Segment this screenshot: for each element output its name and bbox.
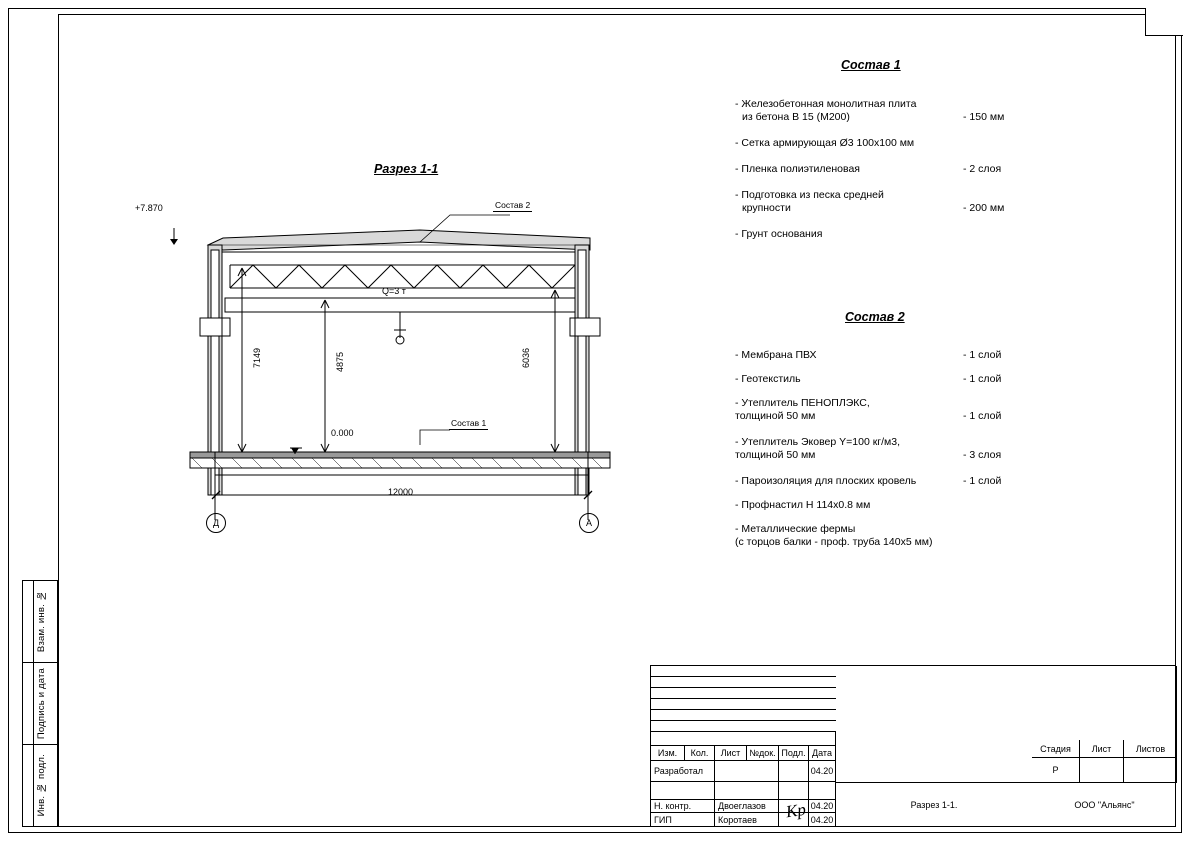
level-zero-label: 0.000: [331, 428, 354, 438]
revision-row-divider: [651, 732, 836, 746]
list-item: [735, 163, 1075, 176]
list-label: Лист: [1080, 740, 1124, 758]
spec-text: [735, 523, 933, 549]
list-item: [735, 349, 1075, 362]
company-name: ООО "Альянс": [1074, 800, 1135, 810]
lists-label: Листов: [1124, 740, 1177, 758]
header-list: Лист: [715, 746, 747, 761]
stage-label: Стадия: [1032, 740, 1080, 758]
row-name: [715, 761, 779, 782]
row-role: Н. контр.: [651, 800, 715, 813]
section-drawing: [120, 190, 640, 550]
sheet-name: Разрез 1-1.: [910, 800, 958, 810]
spec-line2: (с торцов балки - проф. труба 140х5 мм): [735, 536, 933, 548]
stage-value: Р: [1032, 758, 1080, 783]
left-cell-label: Подпись и дата: [35, 667, 47, 740]
axis-marker-left: Д: [206, 513, 226, 533]
dim-right-label: 6036: [521, 348, 531, 369]
spec-line1: - Железобетонная монолитная плита: [735, 98, 917, 110]
list-value: [1080, 758, 1124, 783]
lists-value: [1124, 758, 1177, 783]
spec-line2: толщиной 50 мм: [735, 410, 816, 422]
list-item: [735, 475, 1075, 488]
spec-line2: из бетона В 15 (М200): [742, 111, 850, 123]
spec-text: - Пароизоляция для плоских кровель: [735, 475, 917, 487]
spec-text: - Пленка полиэтиленовая: [735, 163, 860, 175]
list-item: [735, 436, 1075, 462]
row-date: 04.20: [809, 761, 836, 782]
revision-row: [651, 688, 836, 699]
header-ndoc: №док.: [747, 746, 779, 761]
title-block: [650, 665, 1176, 827]
composition2-list: [735, 349, 1075, 560]
spec-value: - 3 слоя: [963, 449, 1002, 461]
spec-text: [735, 189, 884, 215]
list-item: [735, 137, 1075, 150]
header-podl: Подл.: [779, 746, 809, 761]
spec-text: - Геотекстиль: [735, 373, 801, 385]
revision-row: [651, 710, 836, 721]
revision-row: [651, 666, 836, 677]
spec-value: - 1 слой: [963, 373, 1002, 385]
spec-line1: - Подготовка из песка средней: [735, 189, 884, 201]
spec-value: - 2 слоя: [963, 163, 1002, 175]
left-cell-label: Взам. инв. №: [35, 590, 47, 653]
left-stamp-column: [22, 580, 58, 827]
spec-value: - 1 слой: [963, 475, 1002, 487]
list-item: [735, 499, 1075, 512]
callout-sostav2: Состав 2: [495, 200, 531, 210]
spec-text: [735, 98, 916, 124]
header-data: Дата: [809, 746, 836, 761]
list-item: [735, 228, 1075, 241]
signature-mark: [781, 796, 811, 826]
spec-value: - 200 мм: [963, 202, 1005, 214]
spec-line1: - Утеплитель ПЕНОПЛЭКС,: [735, 397, 870, 409]
spec-value: - 150 мм: [963, 111, 1005, 123]
revision-row: [651, 677, 836, 688]
list-item: [735, 397, 1075, 423]
list-item: [735, 373, 1075, 386]
dim-left-label: 7149: [252, 348, 262, 369]
row-name: Двоеглазов: [715, 800, 779, 813]
row-role: Разработал: [651, 761, 715, 782]
composition1-title: Состав 1: [841, 58, 901, 72]
composition1-list: [735, 98, 1075, 252]
row-date: 04.20: [809, 813, 836, 827]
callout-sostav1: Состав 1: [451, 418, 487, 428]
spec-text: - Профнастил Н 114х0.8 мм: [735, 499, 871, 511]
row-role: ГИП: [651, 813, 715, 827]
revision-row: [651, 699, 836, 710]
spec-line1: - Утеплитель Эковер Y=100 кг/м3,: [735, 436, 901, 448]
spec-text: - Мембрана ПВХ: [735, 349, 817, 361]
left-cell-vzam: [23, 581, 59, 663]
list-item: [735, 98, 1075, 124]
header-kol: Кол.: [685, 746, 715, 761]
left-cell-podpis: [23, 663, 59, 745]
dim-mid-label: 4875: [335, 352, 345, 373]
left-cell-inv: [23, 745, 59, 826]
spec-value: - 1 слой: [963, 410, 1002, 422]
list-item: [735, 189, 1075, 215]
spec-text: [735, 397, 870, 423]
spec-text: - Сетка армирующая Ø3 100х100 мм: [735, 137, 915, 149]
spec-value: - 1 слой: [963, 349, 1002, 361]
spec-line2: толщиной 50 мм: [735, 449, 816, 461]
corner-notch: [1145, 8, 1183, 36]
spec-line2: крупности: [742, 202, 791, 214]
spec-text: [735, 436, 900, 462]
crane-load-label: Q=3 т: [382, 286, 406, 296]
row-role: [651, 782, 715, 800]
axis-marker-right: А: [579, 513, 599, 533]
row-name: Коротаев: [715, 813, 779, 827]
spec-line1: - Металлические фермы: [735, 523, 856, 535]
dim-span-label: 12000: [388, 487, 414, 497]
level-top-label: +7.870: [135, 203, 163, 213]
row-sign: [779, 761, 809, 782]
row-name: [715, 782, 779, 800]
list-item: [735, 523, 1075, 549]
signature-glyph: Кр: [784, 799, 808, 822]
composition2-title: Состав 2: [845, 310, 905, 324]
header-izm: Изм.: [651, 746, 685, 761]
row-date: [809, 782, 836, 800]
revision-row: [651, 721, 836, 732]
spec-text: - Грунт основания: [735, 228, 823, 240]
drawing-title: Разрез 1-1: [374, 162, 439, 176]
row-date: 04.20: [809, 800, 836, 813]
left-cell-label: Инв. № подл.: [35, 754, 47, 817]
